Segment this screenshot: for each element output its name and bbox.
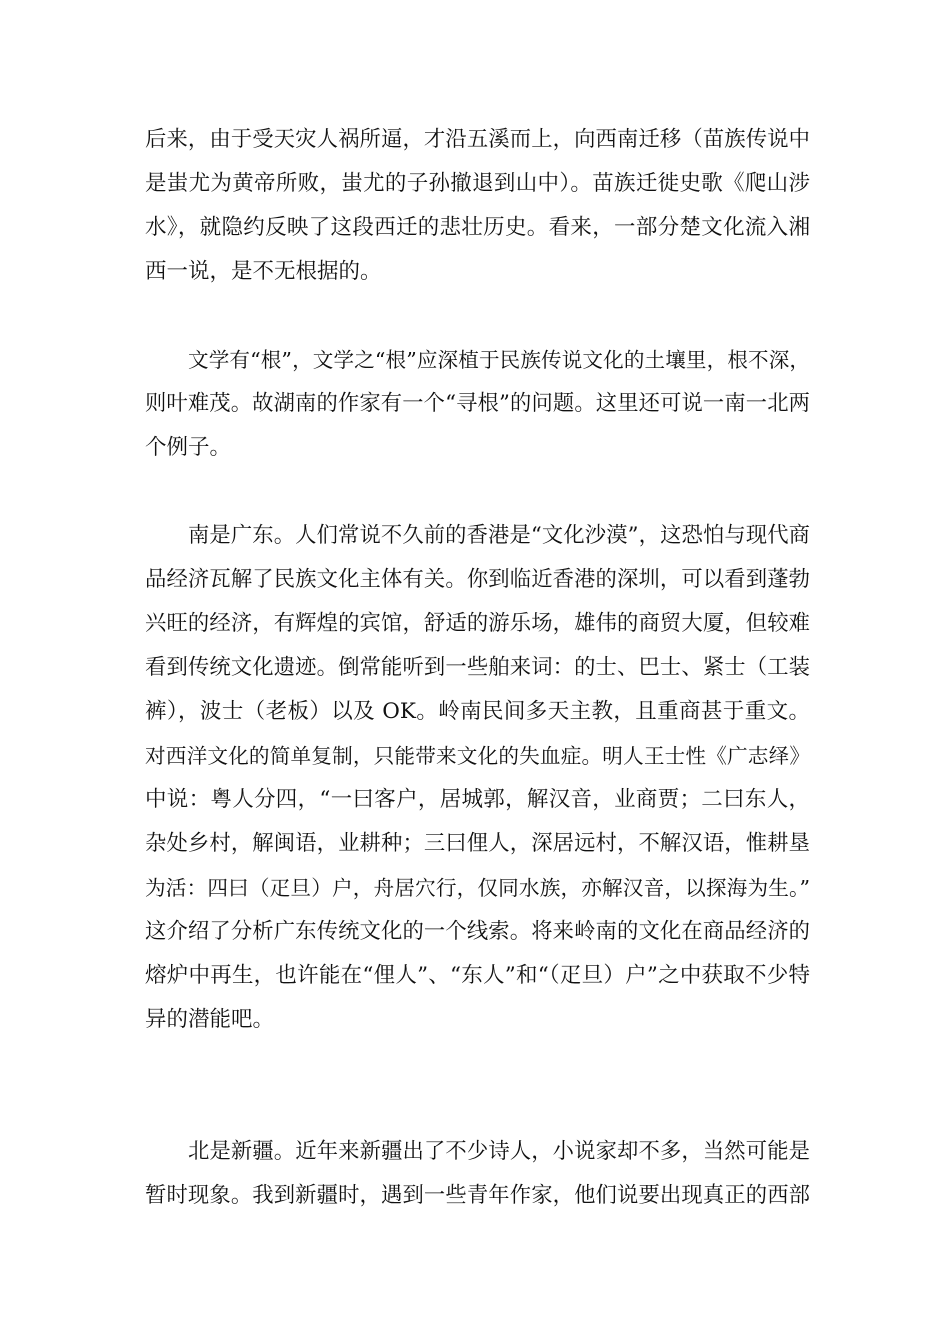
text-line: 裤），波士（老板）以及 OK。岭南民间多天主教，且重商甚于重文。 — [145, 699, 810, 724]
text-line: 杂处乡村，解闽语，业耕种；三曰俚人，深居远村，不解汉语，惟耕垦 — [145, 831, 810, 856]
text-line: 为活：四曰（疋旦）户，舟居穴行，仅同水族，亦解汉音，以探海为生。” — [145, 876, 810, 900]
text-line: 西一说，是不无根据的。 — [145, 259, 382, 284]
text-line: 后来，由于受天灾人祸所逼，才沿五溪而上，向西南迁移（苗族传说中 — [145, 127, 810, 152]
paragraph-guangdong — [145, 514, 810, 1042]
text-line: 文学有“根”，文学之“根”应深植于民族传说文化的土壤里，根不深， — [188, 348, 810, 372]
text-line: 是蚩尤为黄帝所败，蚩尤的子孙撤退到山中）。苗族迁徙史歌《爬山涉 — [145, 171, 810, 196]
text-line: 则叶难茂。故湖南的作家有一个“寻根”的问题。这里还可说一南一北两 — [145, 391, 810, 416]
text-line: 暂时现象。我到新疆时，遇到一些青年作家，他们说要出现真正的西部 — [145, 1183, 810, 1208]
paragraph-miao-migration — [145, 118, 810, 294]
text-line: 异的潜能吧。 — [145, 1007, 275, 1032]
text-line: 南是广东。人们常说不久前的香港是“文化沙漠”，这恐怕与现代商 — [188, 523, 810, 548]
text-line: 个例子。 — [145, 435, 232, 460]
text-line: 北是新疆。近年来新疆出了不少诗人，小说家却不多，当然可能是 — [188, 1139, 810, 1164]
text-line: 中说：粤人分四，“一曰客户，居城郭，解汉音，业商贾；二曰东人， — [145, 787, 810, 812]
text-line: 水》，就隐约反映了这段西迁的悲壮历史。看来，一部分楚文化流入湘 — [145, 215, 810, 240]
text-line: 这介绍了分析广东传统文化的一个线索。将来岭南的文化在商品经济的 — [145, 919, 810, 944]
text-line: 对西洋文化的简单复制，只能带来文化的失血症。明人王士性《广志绎》 — [145, 744, 810, 768]
text-line: 熔炉中再生，也许能在“俚人”、“东人”和“（疋旦）户”之中获取不少特 — [145, 963, 810, 988]
text-line: 兴旺的经济，有辉煌的宾馆，舒适的游乐场，雄伟的商贸大厦，但较难 — [145, 611, 810, 636]
text-line: 品经济瓦解了民族文化主体有关。你到临近香港的深圳，可以看到蓬勃 — [145, 567, 810, 592]
text-line: 看到传统文化遗迹。倒常能听到一些舶来词：的士、巴士、紧士（工装 — [145, 655, 810, 680]
paragraph-literary-roots — [145, 338, 810, 470]
paragraph-xinjiang — [145, 1130, 810, 1218]
